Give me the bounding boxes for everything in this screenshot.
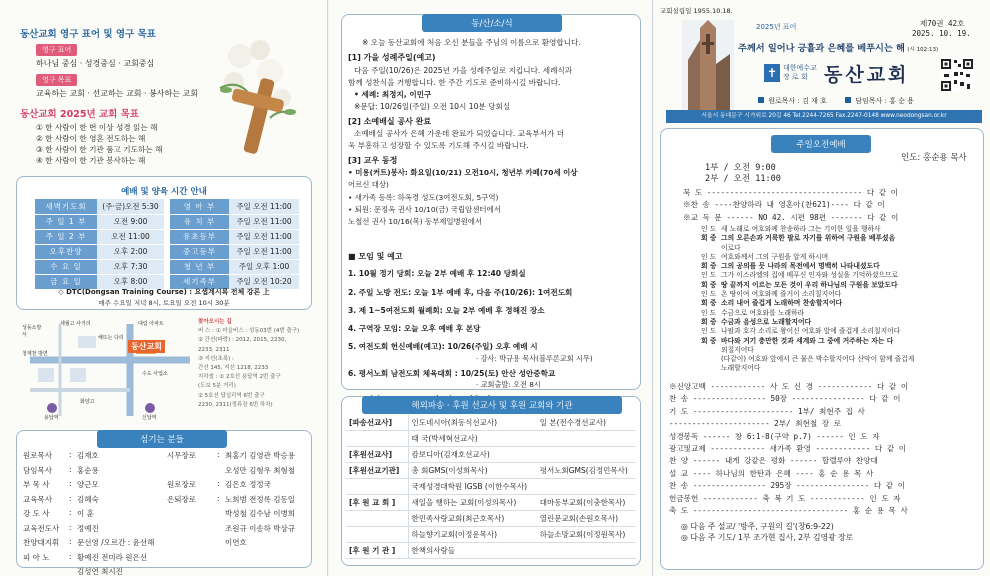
direction-line: 지하철 : ① 2호선 용답역 2번 출구 bbox=[198, 374, 281, 381]
staff-role bbox=[165, 464, 215, 479]
staff-role: 담임목사 bbox=[23, 465, 52, 475]
staff-row bbox=[21, 551, 307, 566]
vision-title: 동산교회 영구 표어 및 영구 목표 bbox=[20, 29, 156, 40]
next-sermon: ◎ 다음 주 설교/ '방주, 구원의 길'(창6:9-22) bbox=[681, 522, 834, 531]
mission-category: [후 원 교 회 ] bbox=[346, 495, 408, 511]
staff-role: 교육전도사 bbox=[23, 523, 60, 533]
schedule-table bbox=[35, 199, 299, 290]
mission-entry: 총 회GMS(이성희목사) bbox=[408, 463, 537, 479]
schedule-time: (주·금)오전 5:30 bbox=[97, 199, 167, 214]
order-line: ---------------------- 2부/ 최현철 장 로 bbox=[669, 419, 842, 429]
mission-entry bbox=[537, 543, 636, 559]
reading-speaker: 인 도 bbox=[701, 308, 717, 317]
mission-row bbox=[346, 479, 636, 495]
staff-row bbox=[21, 478, 307, 493]
schedule-time: 오후 8:00 bbox=[97, 274, 167, 289]
service-time: 2부 / 오전 11:00 bbox=[705, 174, 781, 184]
reading-text: 새 노래로 여호와께 찬송하라 그는 기이한 일을 행하사 bbox=[721, 225, 881, 233]
missions-box bbox=[341, 396, 641, 566]
reading-line bbox=[701, 244, 914, 253]
staff-names bbox=[223, 551, 307, 566]
schedule-time: 주일 오전 11:00 bbox=[229, 214, 299, 229]
schedule-label: 새벽기도회 bbox=[35, 199, 97, 214]
staff-role: 부 목 사 bbox=[23, 480, 50, 489]
schedule-row bbox=[35, 259, 299, 274]
service-time: 1부 / 오전 9:00 bbox=[705, 163, 776, 173]
staff-colon: : bbox=[69, 508, 72, 517]
mission-entry: 인도네시아(최동식선교사) bbox=[408, 415, 537, 431]
news-intro: ※ 오늘 동산교회에 처음 오신 분들을 주님의 이름으로 환영합니다. bbox=[362, 38, 581, 47]
staff-role: 원로목사 bbox=[23, 451, 52, 460]
mission-row bbox=[346, 511, 636, 527]
staff-colon bbox=[215, 536, 223, 551]
mission-entry bbox=[537, 447, 636, 463]
order-bottom bbox=[669, 381, 908, 517]
map-drawing bbox=[20, 316, 200, 420]
cover bbox=[660, 6, 984, 124]
church-map-label: 동산교회 bbox=[128, 340, 165, 353]
staff-role bbox=[165, 536, 215, 551]
news-s3-line: • 새가족 등록: 하옥경 성도(3여전도회, 5구역) bbox=[348, 192, 499, 202]
schedule-time: 오전 11:00 bbox=[97, 229, 167, 244]
schedule-label: 수 요 일 bbox=[35, 259, 97, 274]
mission-entry: 열린문교회(손원호목사) bbox=[537, 511, 636, 527]
order-line: 찬 송 ---------------- 295장 ---------------- 다 같 이 bbox=[669, 481, 906, 491]
staff-role: 찬양대지휘 bbox=[23, 538, 60, 547]
direction-line: ② 5호선 답십리역 6번 출구 bbox=[198, 392, 265, 399]
reading-text: 수금과 음성으로 노래할지어다 bbox=[721, 317, 812, 326]
direction-line: 2233, 2311 bbox=[198, 346, 230, 353]
mission-entry: 태 국(박세혁선교사) bbox=[408, 431, 537, 447]
goal-text: 교육하는 교회 · 선교하는 교회 · 봉사하는 교회 bbox=[36, 89, 198, 98]
news-s1-line: ※문답: 10/26일(주일) 오전 10시 10분 당회실 bbox=[354, 102, 511, 112]
map-label: 수도 사업소 bbox=[142, 371, 168, 377]
reading-text: 노래할지어다 bbox=[721, 364, 761, 373]
staff-names: 이 훈 bbox=[77, 509, 94, 518]
reading-speaker: 인 도 bbox=[701, 252, 717, 261]
order-line: 축 도 ---------------------------------- 홍 순 용 목 사 bbox=[669, 506, 908, 516]
reading-line bbox=[701, 281, 914, 290]
dtc-note: ◇ DTC(Dongsan Training Course) : 요셉계시록 전체 강론 上 bbox=[58, 288, 270, 296]
church-building-image bbox=[682, 20, 734, 114]
news-s3-line: 어르신 대상) bbox=[348, 180, 389, 190]
staff-colon: : bbox=[69, 493, 72, 503]
reading-line bbox=[701, 318, 914, 327]
reading-text: 수금으로 여호와를 노래하라 bbox=[721, 308, 805, 317]
map bbox=[20, 316, 310, 420]
reading-text: (다같이) 여호와 앞에서 큰 물은 박수할지어다 산악이 함께 즐겁게 bbox=[721, 355, 915, 364]
mission-row bbox=[346, 495, 636, 511]
meeting-item: 3. 제 1~5여전도회 월례회: 오늘 2부 예배 후 정해진 장소 bbox=[348, 305, 545, 315]
reading-text: 온 땅이여 여호와께 즐거이 소리칠지어다 bbox=[721, 290, 842, 299]
staff-colon bbox=[67, 565, 75, 576]
map-label: 화양고 bbox=[80, 399, 95, 405]
meeting-sub: · 교회출발: 오전 8시 bbox=[476, 380, 541, 390]
staff-names: 황예진 전미라 원은선 bbox=[77, 552, 147, 562]
schedule-box bbox=[16, 176, 312, 310]
staff-colon: : bbox=[217, 479, 220, 488]
reading-text: 그의 오른손과 거룩한 팔로 자기를 위하여 구원을 베푸셨음 bbox=[721, 234, 896, 243]
schedule-label: 주 일 2 부 bbox=[35, 229, 97, 244]
staff-title: 섬기는 분들 bbox=[97, 430, 227, 448]
order-line: 광고및교제 ------------ 새가족 환영 ------------ 다 같 이 bbox=[669, 444, 907, 454]
map-label: 용답역 bbox=[44, 415, 59, 421]
schedule-label: 영 아 부 bbox=[167, 199, 229, 214]
year-goal-item: ③ 한 사람이 한 기관 품고 기도하는 해 bbox=[36, 145, 163, 154]
news-s1-title: [1] 가을 성례주일(예고) bbox=[348, 53, 436, 63]
meeting-item: 6. 평서노회 남전도회 체육대회 : 10/25(토) 안산 성안중학교 bbox=[348, 368, 556, 378]
order-line: 묵 도 ---------------------------------- 다 같 이 bbox=[683, 188, 898, 197]
map-label: 세월고 사거리 bbox=[60, 321, 91, 327]
dtc-time: 매주 수요일 저녁 8시, 토요일 오전 10시 30분 bbox=[98, 299, 230, 307]
denomination bbox=[783, 64, 817, 82]
news-s3-line: 노철선 권사 10/16(목) 동부제일병원에서 bbox=[348, 217, 483, 227]
right-panel bbox=[654, 0, 990, 576]
meetings bbox=[348, 251, 638, 406]
reading-speaker: 인 도 bbox=[701, 290, 717, 299]
reading-text: 이로다 bbox=[721, 243, 741, 252]
order-line: ※신앙고백 ------------ 사 도 신 경 ------------ 다 같 이 bbox=[669, 382, 909, 391]
mission-category bbox=[346, 431, 408, 447]
staff-colon: : bbox=[217, 450, 220, 459]
staff-colon: : bbox=[69, 479, 72, 488]
mission-entry: 대마동부교회(이충한목사) bbox=[537, 495, 636, 511]
staff-row bbox=[21, 507, 307, 522]
staff-colon bbox=[215, 551, 223, 566]
schedule-title: 예배 및 양육 시간 안내 bbox=[121, 187, 207, 197]
map-label: 대림 아파트 bbox=[138, 321, 164, 327]
staff-role: 강 도 사 bbox=[23, 509, 50, 518]
reading-line bbox=[701, 299, 914, 308]
reading-line bbox=[701, 253, 914, 262]
senior-pastor: 담임목사 : 홍 순 용 bbox=[855, 97, 914, 105]
news-box bbox=[341, 14, 641, 390]
staff-colon bbox=[215, 507, 223, 522]
news-s1-line: • 세례: 최정지, 이민구 bbox=[354, 90, 432, 100]
reading-line bbox=[701, 364, 914, 373]
schedule-time: 주일 오전 11:00 bbox=[229, 229, 299, 244]
news-s2-line: 소예배실 공사가 은혜 가운데 완료가 되었습니다. 교육부서가 더 bbox=[354, 129, 565, 139]
meeting-item: 1. 10월 정기 당회: 오늘 2부 예배 후 12:40 당회실 bbox=[348, 269, 526, 279]
staff-names: 김혜숙 bbox=[77, 494, 99, 504]
schedule-label: 오후찬양 bbox=[35, 244, 97, 259]
missions-table bbox=[346, 415, 636, 559]
staff-role: 은퇴장로 bbox=[167, 494, 196, 504]
mission-entry bbox=[537, 479, 636, 495]
schedule-label: 중고등부 bbox=[167, 244, 229, 259]
staff-row bbox=[21, 522, 307, 537]
staff-names: 양근모 bbox=[77, 480, 99, 489]
cover-motto bbox=[738, 40, 938, 54]
staff-names: 홍순용 bbox=[77, 465, 99, 475]
person-icon bbox=[845, 97, 851, 103]
mission-row bbox=[346, 415, 636, 431]
founded-date: 교회설립일 1955.10.18. bbox=[660, 7, 733, 15]
staff-names: 조원규 이송하 박상규 bbox=[225, 523, 295, 533]
mission-row bbox=[346, 463, 636, 479]
next-prayer: ◎ 다음 주 기도/ 1부 조가현 집사, 2부 김영광 장로 bbox=[681, 533, 854, 542]
motto-ref: (시 102:13) bbox=[907, 47, 939, 53]
mission-category bbox=[346, 527, 408, 543]
news-s1-line: 다음 주일(10/26)은 2025년 가을 성례주일로 지킵니다. 세례식과 bbox=[354, 65, 573, 75]
schedule-time: 오전 9:00 bbox=[97, 214, 167, 229]
staff-role bbox=[165, 507, 215, 522]
mission-entry: 하늘향기교회(이정운목사) bbox=[408, 527, 537, 543]
mission-entry: 새일을 행하는 교회(이성의목사) bbox=[408, 495, 537, 511]
year-goal-item: ④ 한 사람이 한 기관 봉사하는 해 bbox=[36, 156, 146, 165]
staff-row bbox=[21, 449, 307, 464]
meeting-item: 4. 구역장 모임: 오늘 오후 예배 후 본당 bbox=[348, 324, 481, 334]
next-week bbox=[681, 521, 853, 543]
mission-entry: 한책의사람들 bbox=[408, 543, 537, 559]
reading-text: 그의 공의를 뭇 나라의 목전에서 명백히 나타내셨도다 bbox=[721, 262, 880, 271]
direction-line: (도보 5분 거리) bbox=[198, 383, 236, 390]
schedule-time: 주일 오전 11:00 bbox=[229, 199, 299, 214]
staff-colon: : bbox=[69, 537, 72, 546]
mission-category bbox=[346, 479, 408, 495]
mission-row bbox=[346, 527, 636, 543]
staff-names: 이연호 bbox=[225, 538, 247, 547]
staff-names: 최홍기 김영관 박승용 bbox=[225, 451, 295, 460]
staff-names: 김은호 정정국 bbox=[225, 480, 271, 489]
order-top bbox=[683, 187, 898, 224]
staff-names: 정예진 bbox=[77, 523, 99, 533]
schedule-time: 오후 2:00 bbox=[97, 244, 167, 259]
reading-line bbox=[701, 337, 914, 346]
staff-role: 교육목사 bbox=[23, 494, 52, 504]
directions-title: 찾아오시는 길 bbox=[198, 319, 232, 325]
reading-line bbox=[701, 225, 914, 234]
staff-role bbox=[165, 551, 215, 566]
direction-line: 버 스 : ① 마을버스 : 성동03번 (4번 출구) bbox=[198, 328, 300, 335]
reading-text: 나팔과 호각 소리로 왕이신 여호와 앞에 즐겁게 소리칠지어다 bbox=[721, 327, 901, 336]
reading-speaker: 회 중 bbox=[701, 336, 717, 345]
order-line: 헌금봉헌 ------------ 축 복 기 도 ------------ 인 도 자 bbox=[669, 493, 901, 503]
mission-entry: 한민족사랑교회(최근호목사) bbox=[408, 511, 537, 527]
order-line: ※교 독 문 ------ NO 42. 시편 98편 ------- 다 같 이 bbox=[683, 212, 899, 222]
map-label: 성동소방서 bbox=[22, 325, 42, 338]
reading-speaker: 인 도 bbox=[701, 225, 717, 233]
motto-tag: 영구 표어 bbox=[36, 44, 77, 56]
denomination-line: 장 로 회 bbox=[783, 73, 808, 81]
direction-line: 2230, 2311(정류장 6번 하차) bbox=[198, 401, 273, 408]
staff-colon bbox=[215, 522, 223, 537]
news-s2-line: 욱 부흥하고 성장할 수 있도록 기도해 주시길 바랍니다. bbox=[348, 141, 529, 151]
staff-colon: : bbox=[69, 551, 72, 561]
mission-category: [후원선교기관] bbox=[346, 463, 408, 479]
reading-line bbox=[701, 309, 914, 318]
qr-code-icon bbox=[940, 58, 974, 92]
cross-flower-image bbox=[210, 28, 302, 158]
staff-colon: : bbox=[69, 450, 72, 459]
schedule-time: 오후 7:30 bbox=[97, 259, 167, 274]
issue-number: 제70권 42호 bbox=[920, 19, 965, 28]
reading-line bbox=[701, 271, 914, 280]
direction-line: ② 간선(파랑) : 2012, 2015, 2230, bbox=[198, 337, 287, 344]
order-line: 찬 송 ---------------- 50장 ---------------- 다 같 이 bbox=[669, 394, 901, 404]
reading-speaker: 인 도 bbox=[701, 327, 717, 336]
worship-box bbox=[660, 128, 984, 570]
order-line: ※찬 송 ----찬양하라 내 영혼아(찬621)---- 다 같 이 bbox=[683, 200, 885, 210]
address-bar: 서울시 동대문구 시가위로 20길 46 Tel.2244-7265 Fax.2247-0148 www.neodongsan.or.kr bbox=[666, 110, 982, 123]
staff-row bbox=[21, 464, 307, 479]
mission-category: [후원선교사] bbox=[346, 447, 408, 463]
order-line: 찬 양 ------ 내게 강같은 평화 ------ 할렐루야 찬양대 bbox=[669, 456, 878, 466]
news-s3-title: [3] 교우 동정 bbox=[348, 155, 398, 165]
news-s1-line: 함께 성찬식을 거행합니다. 한 주간 기도로 준비하시길 바랍니다. bbox=[348, 77, 561, 87]
direction-line: ③ 지선(초록) : bbox=[198, 355, 234, 362]
mission-entry: 평서노회GMS(김정민목사) bbox=[537, 463, 636, 479]
vision-box bbox=[16, 18, 312, 165]
staff-names: 김성연 최시진 bbox=[77, 567, 123, 576]
motto-main: 주께서 일어나 긍휼과 은혜를 베푸시는 해 bbox=[738, 43, 905, 54]
worship-header: 주일오전예배 bbox=[771, 135, 871, 153]
mission-category bbox=[346, 511, 408, 527]
reading-speaker: 회 중 bbox=[701, 262, 717, 271]
map-label: 해뜨는 다리 bbox=[98, 335, 124, 341]
reading-text: 외칠지어다 bbox=[721, 345, 754, 354]
staff-colon: : bbox=[217, 493, 220, 503]
schedule-row bbox=[35, 229, 299, 244]
reading-speaker: 회 중 bbox=[701, 317, 717, 326]
reading-line bbox=[701, 234, 914, 243]
reading-text: 여호와께서 그의 구원을 알게 하시며 bbox=[721, 252, 829, 261]
mission-row bbox=[346, 431, 636, 447]
meeting-sub: · 강사: 박규용 목사(블루론교회 시무) bbox=[476, 353, 593, 363]
schedule-label: 청 년 부 bbox=[167, 259, 229, 274]
reading-text: 땅 끝까지 이르는 모든 것이 우리 하나님의 구원을 보았도다 bbox=[721, 280, 898, 289]
staff-role bbox=[165, 522, 215, 537]
schedule-time: 주일 오후 1:00 bbox=[229, 259, 299, 274]
mission-category: [후 원 기 관 ] bbox=[346, 543, 408, 559]
middle-panel bbox=[329, 0, 653, 576]
schedule-row bbox=[35, 244, 299, 259]
staff-box bbox=[16, 430, 312, 576]
staff-role: 원로장로 bbox=[167, 480, 196, 489]
year-goal-list bbox=[36, 122, 162, 166]
reading-text: 소리 내어 즐겁게 노래하며 찬송할지어다 bbox=[721, 299, 843, 308]
staff-names: 문선영 /오르간 : 윤선해 bbox=[77, 538, 155, 547]
staff-role: 피 아 노 bbox=[23, 552, 50, 562]
map-label: 신답역 bbox=[142, 415, 157, 421]
reading-speaker: 회 중 bbox=[701, 280, 717, 289]
pastor-bar bbox=[758, 96, 934, 108]
reading-text: 그가 이스라엘의 집에 베푸신 인자와 성실을 기억하셨으므로 bbox=[721, 271, 899, 280]
schedule-time: 주일 오전 11:00 bbox=[229, 244, 299, 259]
directions bbox=[198, 318, 299, 410]
order-line: 성경봉독 ------ 창 6:1-8(구약 p.7) ------ 인 도 자 bbox=[669, 431, 880, 441]
mission-entry bbox=[537, 431, 636, 447]
left-panel bbox=[0, 0, 328, 576]
responsive-reading bbox=[701, 225, 914, 374]
schedule-label: 주 일 1 부 bbox=[35, 214, 97, 229]
direction-line: 간선 145, 지선 1218, 2233 bbox=[198, 365, 269, 372]
reading-line bbox=[701, 290, 914, 299]
map-label: 청계천 방면 bbox=[22, 351, 48, 357]
staff-row bbox=[21, 493, 307, 508]
news-s2-title: [2] 소예배실 공사 완료 bbox=[348, 116, 432, 126]
person-icon bbox=[758, 97, 764, 103]
year-goal-item: ② 한 사람이 한 영혼 전도하는 해 bbox=[36, 134, 146, 143]
news-s3-line: • 미용(커트)봉사: 화요일(10/21) 오전10시, 청년부 카페(70세 이상 bbox=[348, 167, 578, 177]
schedule-time: 주일 오전 10:20 bbox=[229, 274, 299, 289]
missions-header: 해외파송 · 후원 선교사 및 후원 교회와 기관 bbox=[362, 396, 622, 414]
staff-role bbox=[165, 565, 215, 576]
meeting-item: 5. 여전도회 헌신예배(예고): 10/26(주일) 오후 예배 시 bbox=[348, 342, 538, 352]
year-goal-title: 동산교회 2025년 교회 목표 bbox=[20, 109, 139, 120]
mission-row bbox=[346, 543, 636, 559]
staff-names: 박성철 김수남 이병희 bbox=[225, 509, 295, 518]
mission-entry: 하늘소망교회(이정원목사) bbox=[537, 527, 636, 543]
staff-role bbox=[21, 565, 67, 576]
mission-entry: 국제성경대학원 IGSB (이한수목사) bbox=[408, 479, 537, 495]
staff-colon bbox=[215, 464, 223, 479]
pck-logo-icon: ✝ bbox=[764, 64, 780, 82]
staff-names: 김재호 bbox=[77, 451, 99, 460]
denomination-line: 대한예수교 bbox=[783, 64, 817, 72]
goal-tag: 영구 목표 bbox=[36, 74, 77, 86]
motto-year: 2025년 표어 bbox=[756, 23, 797, 31]
staff-colon: : bbox=[69, 464, 72, 474]
staff-role: 시무장로 bbox=[167, 451, 196, 460]
church-name: 동산교회 bbox=[824, 64, 910, 86]
mission-entry: 캄보디아(김재호선교사) bbox=[408, 447, 537, 463]
schedule-row bbox=[35, 214, 299, 229]
reading-speaker: 회 중 bbox=[701, 234, 717, 243]
schedule-label: 금 요 일 bbox=[35, 274, 97, 289]
news-s3-line: • 퇴원: 문정옥 권사 10/10(금) 국립암센터에서 bbox=[348, 204, 501, 214]
schedule-label: 유 치 부 bbox=[167, 214, 229, 229]
staff-row bbox=[21, 536, 307, 551]
order-line: 설 교 ---- 하나님의 한탄과 은혜 ---- 홍 순 용 목 사 bbox=[669, 468, 874, 478]
mission-row bbox=[346, 447, 636, 463]
staff-names bbox=[223, 565, 307, 576]
staff-colon bbox=[215, 565, 223, 576]
elder-pastor: 원로목사 : 김 재 호 bbox=[768, 97, 827, 105]
reading-speaker: 회 중 bbox=[701, 299, 717, 308]
schedule-label: 유초등부 bbox=[167, 229, 229, 244]
motto-text: 하나님 중심 · 성경중심 · 교회중심 bbox=[36, 59, 155, 68]
issue-date: 2025. 10. 19. bbox=[912, 29, 971, 38]
staff-row bbox=[21, 565, 307, 576]
staff-colon: : bbox=[69, 522, 72, 532]
staff-names: 노희범 전정록 김동일 bbox=[225, 494, 295, 504]
mission-entry: 일 본(전수경선교사) bbox=[537, 415, 636, 431]
reading-line bbox=[701, 346, 914, 355]
news-content bbox=[348, 37, 638, 228]
mission-category: [파송선교사] bbox=[346, 415, 408, 431]
reading-speaker: 인 도 bbox=[701, 271, 717, 280]
reading-text: 바다와 거기 충만한 것과 세계와 그 중에 거주하는 자는 다 bbox=[721, 336, 894, 345]
service-times bbox=[705, 163, 781, 185]
meeting-item: 2. 주일 노방 전도: 오늘 1부 예배 후, 다음 주(10/26): 1여전도회 bbox=[348, 287, 573, 297]
news-header: 동/산/소/식 bbox=[422, 14, 562, 32]
meetings-title: ■ 모임 및 예고 bbox=[348, 252, 403, 261]
order-line: 기 도 ---------------------- 1부/ 최현주 집 사 bbox=[669, 406, 865, 416]
schedule-label: 세기족부 bbox=[167, 274, 229, 289]
reading-line bbox=[701, 327, 914, 336]
schedule-row bbox=[35, 199, 299, 214]
worship-leader: 인도: 홍순용 목사 bbox=[901, 153, 967, 163]
year-goal-item: ① 한 사람이 한 번 이상 성경 읽는 해 bbox=[36, 123, 158, 132]
staff-names: 오성만 김형우 최형철 bbox=[225, 465, 295, 475]
staff-table bbox=[21, 449, 307, 576]
